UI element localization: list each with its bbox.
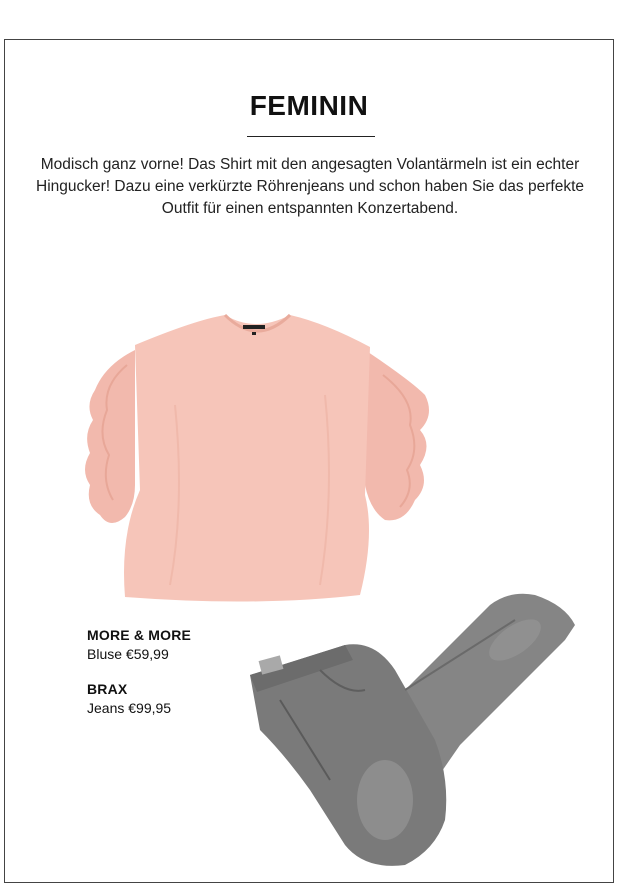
page-title: FEMININ <box>249 90 369 121</box>
product-more-and-more[interactable] <box>87 626 191 664</box>
product-brand: BRAX <box>87 681 128 697</box>
product-price: Jeans €99,95 <box>87 700 172 716</box>
product-price: Bluse €59,99 <box>87 646 169 662</box>
intro-text: Modisch ganz vorne! Das Shirt mit den angesagten Volantärmeln ist ein echter Hingucker! Dazu eine verkürzte Röhrenjeans und schon haben Sie das perfekte Outfit für einen entspannten Konzertabend. <box>36 156 584 217</box>
blouse-image[interactable] <box>65 285 445 615</box>
jeans-image[interactable] <box>235 580 605 880</box>
title-divider <box>247 136 375 137</box>
page-frame <box>4 39 614 883</box>
product-brand: MORE & MORE <box>87 627 192 643</box>
product-brax[interactable] <box>87 680 171 718</box>
